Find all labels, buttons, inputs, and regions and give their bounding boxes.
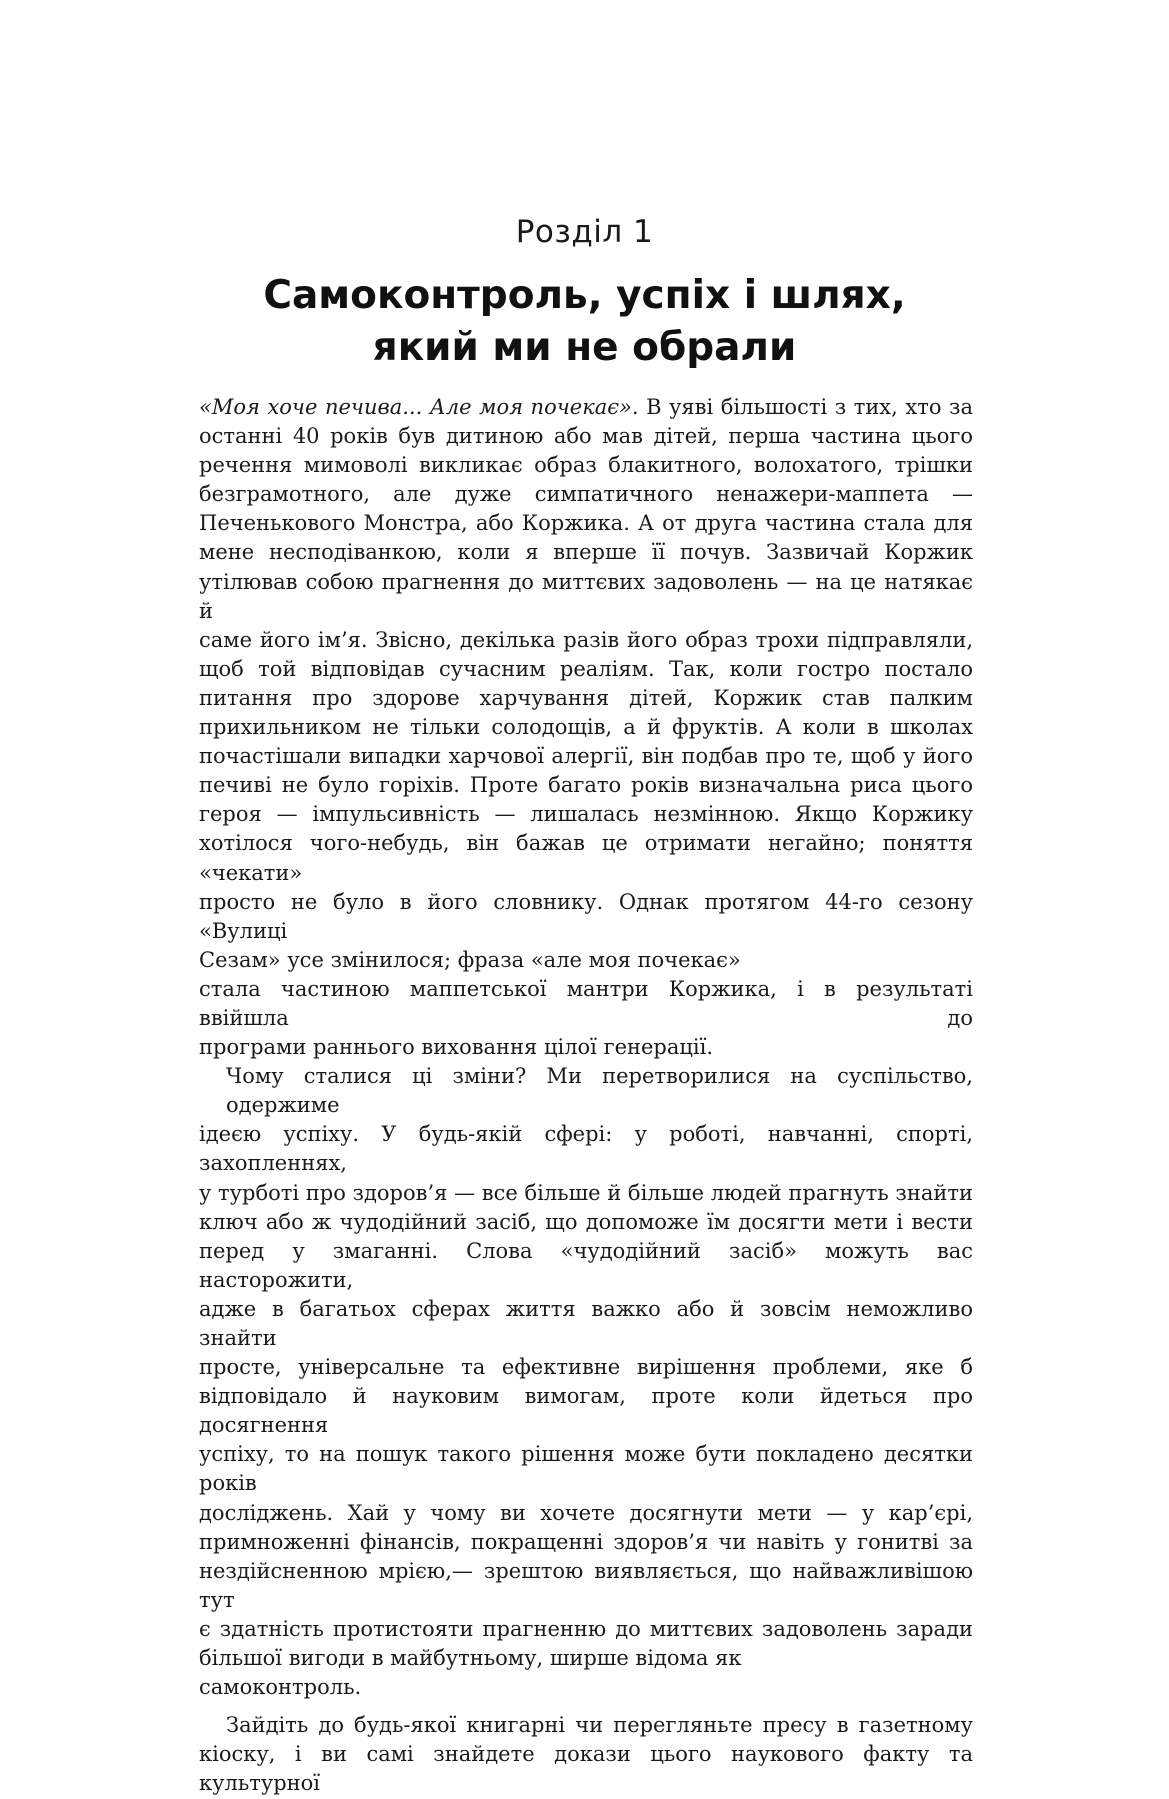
paragraph-3-line: кіоску, і ви самі знайдете докази цього наукового факту та культурної	[199, 1742, 973, 1796]
paragraph-2-line: адже в багатьох сферах життя важко або й зовсім неможливо знайти	[199, 1296, 973, 1350]
paragraph-3	[199, 1711, 973, 1798]
paragraph-2-line: більшої вигоди в майбутньому, ширше відома як	[199, 1646, 742, 1671]
paragraph-2-line: є здатність протистояти прагненню до миттєвих задоволень заради	[199, 1616, 973, 1641]
paragraph-2-line: перед у змаганні. Слова «чудодійний засіб» можуть вас насторожити,	[199, 1238, 973, 1292]
paragraph-2-line: примноженні фінансів, покращенні здоров’я чи навіть у гонитві за	[199, 1529, 973, 1554]
paragraph-1-line: мене несподіванкою, коли я вперше її почув. Зазвичай Коржик	[199, 540, 973, 565]
paragraph-2-line: Чому сталися ці зміни? Ми перетворилися на суспільство, одержиме	[226, 1064, 973, 1118]
paragraph-3-line: Зайдіть до будь-якої книгарні чи перегляньте пресу в газетному	[226, 1713, 973, 1738]
paragraph-1-line: Сезам» усе змінилося; фраза «але моя почекає»	[199, 947, 741, 972]
paragraph-1-line: Печенькового Монстра, або Коржика. А от друга частина стала для	[199, 511, 973, 536]
paragraph-1	[199, 393, 973, 1062]
chapter-label: Розділ 1	[515, 214, 654, 250]
paragraph-1-line: речення мимоволі викликає образ блакитного, волохатого, трішки	[199, 453, 973, 478]
paragraph-2-line: самоконтроль.	[199, 1675, 362, 1700]
paragraph-1-line: безграмотного, але дуже симпатичного ненажери-маппета —	[199, 482, 973, 507]
paragraph-2-line: ідеєю успіху. У будь-якій сфері: у роботі, навчанні, спорті, захопленнях,	[199, 1122, 973, 1176]
quote: «Моя хоче печива... Але моя почекає»	[199, 395, 632, 419]
paragraph-2-line: ключ або ж чудодійний засіб, що допоможе їм досягти мети і вести	[199, 1209, 973, 1234]
paragraph-1-line: хотілося чого-небудь, він бажав це отримати негайно; поняття «чекати»	[199, 831, 973, 885]
paragraph-1-line: прихильником не тільки солодощів, а й фруктів. А коли в школах	[199, 715, 973, 740]
paragraph-1-line: питання про здорове харчування дітей, Коржик став палким	[199, 685, 973, 710]
paragraph-2-line: просте, універсальне та ефективне вирішення проблеми, яке б	[199, 1355, 973, 1380]
paragraph-1-line: утілював собою прагнення до миттєвих задоволень — на це натякає й	[199, 569, 973, 623]
paragraph-2-line: у турботі про здоров’я — все більше й більше людей прагнуть знайти	[199, 1180, 973, 1205]
paragraph-1-line: програми раннього виховання цілої генерації.	[199, 1035, 713, 1060]
paragraph-1-line: почастішали випадки харчової алергії, він подбав про те, щоб у його	[199, 744, 973, 769]
paragraph-1-line: «Моя хоче печива... Але моя почекає». В уяві більшості з тих, хто за	[199, 395, 973, 419]
paragraph-1-line: саме його ім’я. Звісно, декілька разів його образ трохи підправляли,	[199, 627, 973, 652]
paragraph-2-line: нездійсненною мрією,— зрештою виявляється, що найважливішою тут	[199, 1558, 973, 1612]
chapter-title-line-2: який ми не обрали	[372, 325, 797, 370]
paragraph-1-line: просто не було в його словнику. Однак протягом 44-го сезону «Вулиці	[199, 889, 973, 943]
paragraph-2-line: успіху, то на пошук такого рішення може бути покладено десятки років	[199, 1442, 973, 1496]
paragraph-1-line: останні 40 років був дитиною або мав дітей, перша частина цього	[199, 424, 973, 449]
paragraph-2-line: відповідало й науковим вимогам, проте коли йдеться про досягнення	[199, 1384, 973, 1438]
paragraph-2	[199, 1062, 973, 1702]
chapter-title	[0, 270, 1169, 374]
body-text	[199, 393, 973, 1799]
chapter-title-line-1: Самоконтроль, успіх і шлях,	[263, 273, 906, 318]
paragraph-2-line: досліджень. Хай у чому ви хочете досягнути мети — у кар’єрі,	[199, 1500, 973, 1525]
paragraph-1-line: стала частиною маппетської мантри Коржика, і в результаті ввійшла до	[199, 976, 973, 1030]
paragraph-1-line: героя — імпульсивність — лишалась незмінною. Якщо Коржику	[199, 802, 973, 827]
paragraph-1-line: щоб той відповідав сучасним реаліям. Так, коли гостро постало	[199, 656, 973, 681]
paragraph-1-line: печиві не було горіхів. Проте багато років визначальна риса цього	[199, 773, 973, 798]
